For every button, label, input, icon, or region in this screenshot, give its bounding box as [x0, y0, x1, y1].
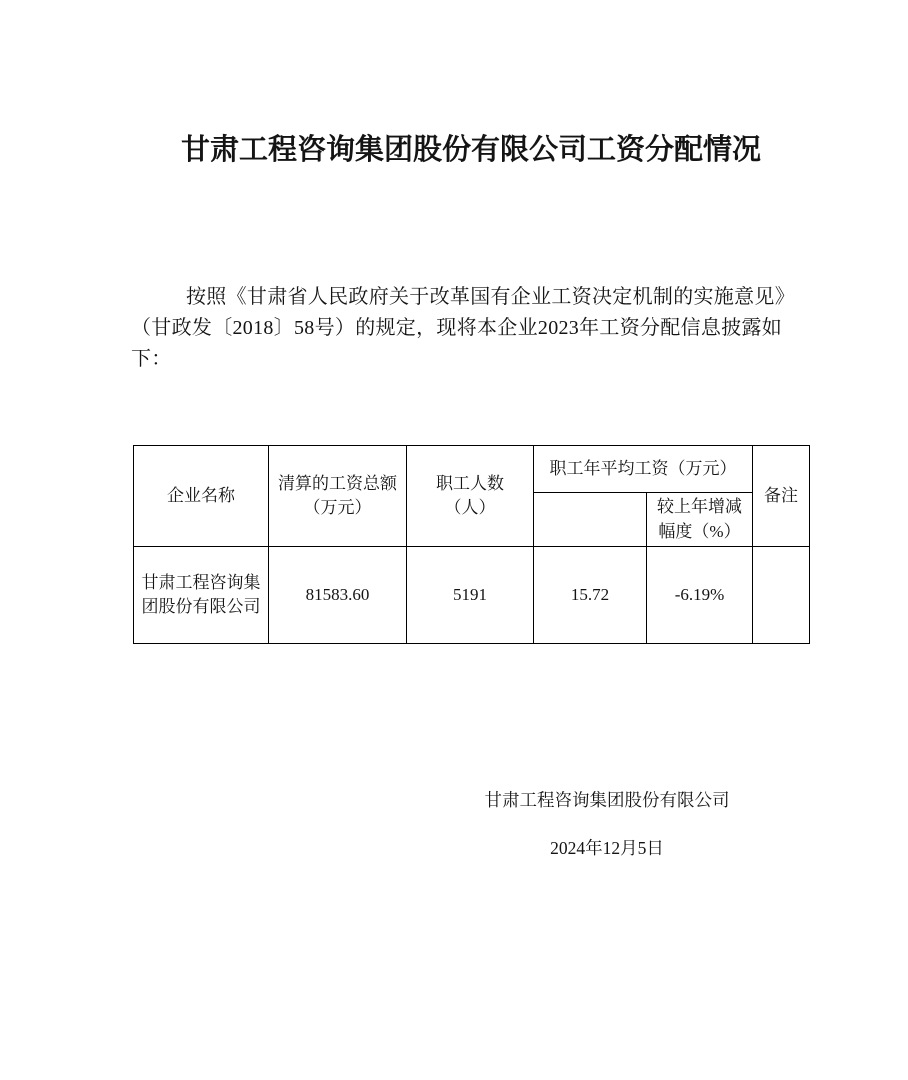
intro-line-3: 下： — [131, 348, 172, 370]
signature-company: 甘肃工程咨询集团股份有限公司 — [484, 790, 730, 810]
header-avg-annual-wage: 职工年平均工资（万元） — [534, 446, 753, 493]
header-avg-wage-value-subcell — [534, 493, 647, 547]
header-yoy-change: 较上年增减 幅度（%） — [647, 493, 753, 547]
wage-distribution-table — [133, 445, 810, 644]
signature-date: 2024年12月5日 — [550, 838, 664, 858]
intro-paragraph — [131, 282, 831, 375]
cell-remarks — [753, 547, 810, 644]
cell-company-name: 甘肃工程咨询集团股份有限公司 — [134, 547, 269, 644]
document-title: 甘肃工程咨询集团股份有限公司工资分配情况 — [180, 134, 761, 166]
header-settled-total-wages: 清算的工资总额 （万元） — [269, 446, 407, 547]
table-header-row-1 — [134, 446, 810, 493]
header-employee-count: 职工人数 （人） — [407, 446, 534, 547]
cell-avg-wage: 15.72 — [534, 547, 647, 644]
cell-employee-count: 5191 — [407, 547, 534, 644]
cell-yoy-change: -6.19% — [647, 547, 753, 644]
header-company-name: 企业名称 — [134, 446, 269, 547]
intro-line-1: 按照《甘肃省人民政府关于改革国有企业工资决定机制的实施意见》 — [186, 286, 795, 308]
table-row — [134, 547, 810, 644]
intro-line-2: （甘政发〔2018〕58号）的规定，现将本企业2023年工资分配信息披露如 — [131, 317, 783, 339]
cell-total-wages: 81583.60 — [269, 547, 407, 644]
header-remarks: 备注 — [753, 446, 810, 547]
